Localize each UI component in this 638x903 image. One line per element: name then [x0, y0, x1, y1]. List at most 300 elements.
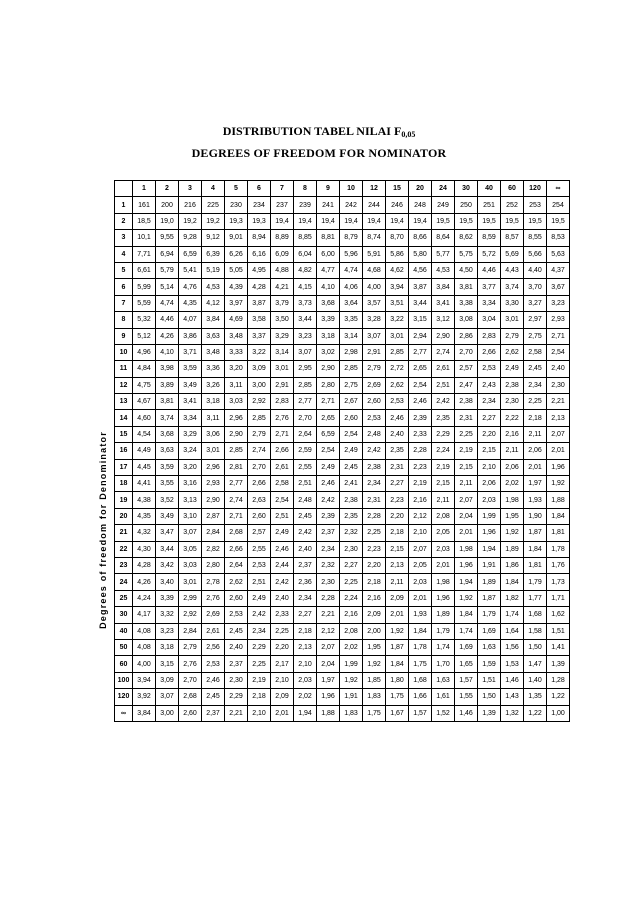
table-subtitle: DEGREES OF FREEDOM FOR NOMINATOR [191, 146, 447, 160]
table-cell: 2,11 [455, 476, 478, 492]
table-cell: 4,68 [363, 262, 386, 278]
table-cell: 3,74 [501, 279, 524, 295]
table-cell: 2,42 [294, 525, 317, 541]
table-cell: 2,85 [225, 443, 248, 459]
table-cell: 3,68 [156, 426, 179, 442]
table-cell: 2,85 [248, 410, 271, 426]
table-cell: 5,66 [524, 246, 547, 262]
table-cell: 2,20 [478, 426, 501, 442]
table-cell: 2,34 [524, 377, 547, 393]
table-cell: 3,44 [294, 312, 317, 328]
table-cell: 4,50 [455, 262, 478, 278]
table-cell: 2,16 [340, 607, 363, 623]
table-cell: 1,68 [409, 672, 432, 688]
table-cell: 19,5 [524, 213, 547, 229]
table-cell: 2,40 [294, 541, 317, 557]
column-header: 9 [317, 181, 340, 197]
table-cell: 1,51 [478, 672, 501, 688]
table-cell: 2,66 [271, 443, 294, 459]
vertical-axis-label [95, 380, 111, 680]
table-cell: 2,71 [271, 426, 294, 442]
table-cell: 3,84 [133, 705, 156, 721]
table-cell: 4,10 [317, 279, 340, 295]
table-cell: 2,00 [363, 623, 386, 639]
table-cell: 4,21 [271, 279, 294, 295]
table-cell: 3,32 [156, 607, 179, 623]
table-cell: 3,89 [156, 377, 179, 393]
table-cell: 4,32 [133, 525, 156, 541]
table-cell: 1,89 [501, 541, 524, 557]
table-cell: 2,53 [478, 361, 501, 377]
table-cell: 3,67 [547, 279, 570, 295]
table-cell: 2,62 [386, 377, 409, 393]
table-cell: 8,55 [524, 230, 547, 246]
table-cell: 4,38 [133, 492, 156, 508]
table-cell: 2,01 [547, 443, 570, 459]
row-header: 7 [115, 295, 133, 311]
table-cell: 2,07 [547, 426, 570, 442]
table-cell: 1,83 [340, 705, 363, 721]
table-cell: 19,4 [294, 213, 317, 229]
table-cell: 230 [225, 197, 248, 213]
column-header: 120 [524, 181, 547, 197]
table-cell: 2,74 [432, 344, 455, 360]
table-cell: 2,23 [386, 492, 409, 508]
table-cell: 3,22 [386, 312, 409, 328]
table-cell: 1,99 [478, 508, 501, 524]
table-cell: 2,07 [455, 492, 478, 508]
row-header: 24 [115, 574, 133, 590]
table-cell: 2,99 [179, 590, 202, 606]
table-cell: 1,35 [524, 689, 547, 705]
table-cell: 8,66 [409, 230, 432, 246]
row-header: 1 [115, 197, 133, 213]
row-header: 3 [115, 230, 133, 246]
table-cell: 2,98 [340, 344, 363, 360]
table-cell: 3,07 [156, 689, 179, 705]
table-cell: 1,57 [409, 705, 432, 721]
table-cell: 2,64 [294, 426, 317, 442]
table-cell: 2,23 [363, 541, 386, 557]
table-cell: 5,86 [386, 246, 409, 262]
table-cell: 2,02 [340, 639, 363, 655]
row-header: 18 [115, 476, 133, 492]
table-cell: 3,71 [179, 344, 202, 360]
table-cell: 3,03 [225, 394, 248, 410]
table-row [115, 394, 570, 410]
table-cell: 2,17 [271, 656, 294, 672]
row-header: 4 [115, 246, 133, 262]
table-cell: 2,51 [271, 508, 294, 524]
table-cell: 2,28 [409, 443, 432, 459]
table-cell: 1,84 [386, 656, 409, 672]
table-cell: 1,75 [363, 705, 386, 721]
table-cell: 3,63 [202, 328, 225, 344]
table-cell: 3,02 [317, 344, 340, 360]
table-cell: 3,22 [248, 344, 271, 360]
table-cell: 1,92 [547, 476, 570, 492]
table-cell: 2,96 [225, 410, 248, 426]
table-cell: 2,61 [271, 459, 294, 475]
table-cell: 3,44 [156, 541, 179, 557]
table-cell: 2,07 [317, 639, 340, 655]
table-cell: 1,50 [478, 689, 501, 705]
table-cell: 1,94 [455, 574, 478, 590]
table-cell: 3,29 [179, 426, 202, 442]
table-cell: 3,44 [409, 295, 432, 311]
table-cell: 2,90 [432, 328, 455, 344]
table-cell: 1,64 [501, 623, 524, 639]
table-cell: 1,84 [547, 508, 570, 524]
table-cell: 3,15 [156, 656, 179, 672]
table-cell: 2,11 [432, 492, 455, 508]
table-cell: 2,18 [386, 525, 409, 541]
table-cell: 3,18 [202, 394, 225, 410]
table-cell: 1,74 [501, 607, 524, 623]
table-cell: 2,39 [409, 410, 432, 426]
table-cell: 4,24 [133, 590, 156, 606]
table-cell: 2,13 [547, 410, 570, 426]
table-cell: 2,77 [294, 394, 317, 410]
table-cell: 216 [179, 197, 202, 213]
table-cell: 1,93 [409, 607, 432, 623]
row-header: 120 [115, 689, 133, 705]
column-header: 24 [432, 181, 455, 197]
table-cell: 2,19 [432, 459, 455, 475]
table-cell: 1,66 [409, 689, 432, 705]
row-header: 15 [115, 426, 133, 442]
table-cell: 2,40 [386, 426, 409, 442]
table-cell: 2,77 [409, 344, 432, 360]
table-cell: 3,58 [248, 312, 271, 328]
table-cell: 2,66 [248, 476, 271, 492]
table-cell: 2,44 [271, 557, 294, 573]
row-header: 40 [115, 623, 133, 639]
table-cell: 1,81 [524, 557, 547, 573]
column-header: 15 [386, 181, 409, 197]
table-cell: 1,99 [340, 656, 363, 672]
table-cell: 2,95 [294, 361, 317, 377]
table-row [115, 639, 570, 655]
table-cell: 2,11 [386, 574, 409, 590]
table-cell: 2,07 [409, 541, 432, 557]
table-cell: 2,82 [202, 541, 225, 557]
table-cell: 2,75 [340, 377, 363, 393]
table-row [115, 377, 570, 393]
table-cell: 1,52 [432, 705, 455, 721]
table-cell: 19,4 [386, 213, 409, 229]
table-row [115, 230, 570, 246]
table-cell: 5,41 [179, 262, 202, 278]
table-cell: 8,81 [317, 230, 340, 246]
table-cell: 4,49 [133, 443, 156, 459]
row-header: 17 [115, 459, 133, 475]
table-cell: 2,38 [455, 394, 478, 410]
table-cell: 2,53 [386, 394, 409, 410]
table-row [115, 246, 570, 262]
table-cell: 2,01 [432, 557, 455, 573]
table-cell: 19,5 [547, 213, 570, 229]
table-cell: 8,74 [363, 230, 386, 246]
table-cell: 6,16 [248, 246, 271, 262]
table-cell: 2,22 [501, 410, 524, 426]
table-cell: 6,00 [317, 246, 340, 262]
table-cell: 2,57 [248, 525, 271, 541]
table-cell: 2,29 [225, 689, 248, 705]
table-cell: 1,39 [547, 656, 570, 672]
row-header: 50 [115, 639, 133, 655]
table-cell: 3,50 [271, 312, 294, 328]
table-cell: 3,01 [271, 361, 294, 377]
table-cell: 3,37 [248, 328, 271, 344]
table-cell: 2,34 [363, 476, 386, 492]
table-cell: 2,34 [294, 590, 317, 606]
table-cell: 2,12 [409, 508, 432, 524]
table-cell: 19,4 [409, 213, 432, 229]
table-cell: 2,79 [179, 639, 202, 655]
table-cell: 2,85 [340, 361, 363, 377]
table-row [115, 279, 570, 295]
table-header-row [115, 181, 570, 197]
table-cell: 19,2 [202, 213, 225, 229]
table-cell: 2,05 [409, 557, 432, 573]
table-cell: 4,35 [133, 508, 156, 524]
table-cell: 2,54 [271, 492, 294, 508]
table-cell: 3,59 [156, 459, 179, 475]
table-cell: 3,84 [432, 279, 455, 295]
table-cell: 2,92 [179, 607, 202, 623]
table-cell: 2,30 [317, 574, 340, 590]
row-header: 9 [115, 328, 133, 344]
table-row [115, 525, 570, 541]
table-cell: 2,27 [340, 557, 363, 573]
table-cell: 1,73 [547, 574, 570, 590]
table-cell: 3,07 [294, 344, 317, 360]
table-cell: 5,05 [225, 262, 248, 278]
table-cell: 3,18 [156, 639, 179, 655]
table-cell: 3,11 [225, 377, 248, 393]
table-cell: 2,06 [478, 476, 501, 492]
table-cell: 3,94 [133, 672, 156, 688]
table-cell: 2,60 [225, 590, 248, 606]
table-cell: 2,27 [294, 607, 317, 623]
table-corner-cell [115, 181, 133, 197]
table-cell: 3,27 [524, 295, 547, 311]
table-cell: 2,79 [363, 361, 386, 377]
table-cell: 3,73 [294, 295, 317, 311]
table-cell: 1,84 [409, 623, 432, 639]
table-cell: 6,59 [317, 426, 340, 442]
table-cell: 4,69 [225, 312, 248, 328]
table-cell: 2,45 [202, 689, 225, 705]
table-row [115, 656, 570, 672]
table-cell: 2,42 [432, 394, 455, 410]
table-title-subscript: 0,05 [401, 130, 416, 139]
table-cell: 1,92 [363, 656, 386, 672]
table-cell: 2,51 [294, 476, 317, 492]
table-cell: 2,16 [409, 492, 432, 508]
table-cell: 2,66 [478, 344, 501, 360]
table-cell: 2,60 [363, 394, 386, 410]
table-cell: 9,01 [225, 230, 248, 246]
table-cell: 3,77 [478, 279, 501, 295]
table-cell: 5,91 [363, 246, 386, 262]
table-row [115, 492, 570, 508]
table-cell: 1,84 [524, 541, 547, 557]
table-cell: 1,70 [432, 656, 455, 672]
table-cell: 6,04 [294, 246, 317, 262]
table-cell: 4,53 [432, 262, 455, 278]
row-header: 2 [115, 213, 133, 229]
table-cell: 3,48 [202, 344, 225, 360]
table-cell: 4,00 [363, 279, 386, 295]
table-cell: 1,57 [455, 672, 478, 688]
table-cell: 2,48 [363, 426, 386, 442]
table-cell: 246 [386, 197, 409, 213]
table-cell: 2,41 [340, 476, 363, 492]
table-cell: 2,42 [271, 574, 294, 590]
table-cell: 1,82 [501, 590, 524, 606]
table-cell: 5,14 [156, 279, 179, 295]
table-cell: 1,22 [547, 689, 570, 705]
table-cell: 2,40 [225, 639, 248, 655]
table-cell: 2,30 [225, 672, 248, 688]
row-header: 8 [115, 312, 133, 328]
table-cell: 4,88 [271, 262, 294, 278]
table-cell: 2,09 [386, 590, 409, 606]
row-header: 19 [115, 492, 133, 508]
table-cell: 9,28 [179, 230, 202, 246]
table-cell: 2,39 [317, 508, 340, 524]
table-cell: 2,27 [386, 476, 409, 492]
table-cell: 5,79 [156, 262, 179, 278]
table-row [115, 557, 570, 573]
table-cell: 2,93 [547, 312, 570, 328]
table-body [115, 197, 570, 722]
table-cell: 2,71 [317, 394, 340, 410]
table-cell: 1,93 [524, 492, 547, 508]
table-cell: 2,01 [409, 590, 432, 606]
table-cell: 3,79 [271, 295, 294, 311]
table-cell: 8,79 [340, 230, 363, 246]
column-header: 8 [294, 181, 317, 197]
table-cell: 2,19 [248, 672, 271, 688]
table-cell: 2,01 [271, 705, 294, 721]
table-cell: 2,53 [363, 410, 386, 426]
table-row [115, 443, 570, 459]
table-cell: 1,79 [478, 607, 501, 623]
table-row [115, 590, 570, 606]
table-cell: 2,08 [340, 623, 363, 639]
table-cell: 3,81 [156, 394, 179, 410]
table-cell: 8,70 [386, 230, 409, 246]
column-header: ∞ [547, 181, 570, 197]
table-cell: 4,82 [294, 262, 317, 278]
table-cell: 2,54 [547, 344, 570, 360]
table-cell: 1,74 [432, 639, 455, 655]
table-cell: 1,46 [455, 705, 478, 721]
table-row [115, 328, 570, 344]
table-cell: 3,15 [409, 312, 432, 328]
table-cell: 2,54 [409, 377, 432, 393]
row-header: 11 [115, 361, 133, 377]
row-header: 23 [115, 557, 133, 573]
table-cell: 2,77 [225, 476, 248, 492]
table-cell: 1,92 [340, 672, 363, 688]
table-cell: 2,20 [386, 508, 409, 524]
table-row [115, 197, 570, 213]
table-cell: 2,40 [271, 590, 294, 606]
table-cell: 3,07 [179, 525, 202, 541]
table-cell: 3,39 [156, 590, 179, 606]
table-cell: 2,79 [501, 328, 524, 344]
table-cell: 8,94 [248, 230, 271, 246]
row-header: 12 [115, 377, 133, 393]
table-cell: 2,83 [271, 394, 294, 410]
table-cell: 6,39 [202, 246, 225, 262]
table-cell: 2,59 [294, 443, 317, 459]
table-cell: 2,34 [478, 394, 501, 410]
table-cell: 4,35 [179, 295, 202, 311]
table-cell: 2,31 [363, 492, 386, 508]
table-cell: 2,10 [294, 656, 317, 672]
column-header: 20 [409, 181, 432, 197]
table-cell: 2,03 [432, 541, 455, 557]
table-cell: 2,34 [317, 541, 340, 557]
table-cell: 2,45 [225, 623, 248, 639]
table-cell: 2,62 [225, 574, 248, 590]
table-cell: 9,55 [156, 230, 179, 246]
f-distribution-table [114, 180, 570, 722]
table-cell: 2,04 [317, 656, 340, 672]
table-cell: 4,84 [133, 361, 156, 377]
table-cell: 2,37 [317, 525, 340, 541]
table-row [115, 574, 570, 590]
table-cell: 2,90 [317, 361, 340, 377]
table-row [115, 459, 570, 475]
table-cell: 2,38 [340, 492, 363, 508]
table-cell: 2,09 [271, 689, 294, 705]
table-cell: 2,53 [225, 607, 248, 623]
table-cell: 2,53 [248, 557, 271, 573]
table-cell: 1,78 [547, 541, 570, 557]
table-cell: 3,07 [363, 328, 386, 344]
table-row [115, 508, 570, 524]
table-cell: 19,5 [432, 213, 455, 229]
table-cell: 2,19 [455, 443, 478, 459]
table-cell: 5,69 [501, 246, 524, 262]
table-cell: 2,32 [317, 557, 340, 573]
table-cell: 2,91 [271, 377, 294, 393]
table-cell: 2,47 [455, 377, 478, 393]
table-cell: 2,31 [455, 410, 478, 426]
row-header: 25 [115, 590, 133, 606]
table-cell: 2,63 [248, 492, 271, 508]
table-cell: 5,32 [133, 312, 156, 328]
table-cell: 6,09 [271, 246, 294, 262]
row-header: 10 [115, 344, 133, 360]
table-cell: 1,84 [455, 607, 478, 623]
table-cell: 1,86 [501, 557, 524, 573]
table-cell: 2,25 [340, 574, 363, 590]
table-cell: 2,80 [317, 377, 340, 393]
table-cell: 6,59 [179, 246, 202, 262]
table-cell: 2,69 [363, 377, 386, 393]
table-cell: 2,27 [478, 410, 501, 426]
table-cell: 2,49 [271, 525, 294, 541]
table-cell: 3,18 [317, 328, 340, 344]
table-cell: 2,01 [524, 459, 547, 475]
